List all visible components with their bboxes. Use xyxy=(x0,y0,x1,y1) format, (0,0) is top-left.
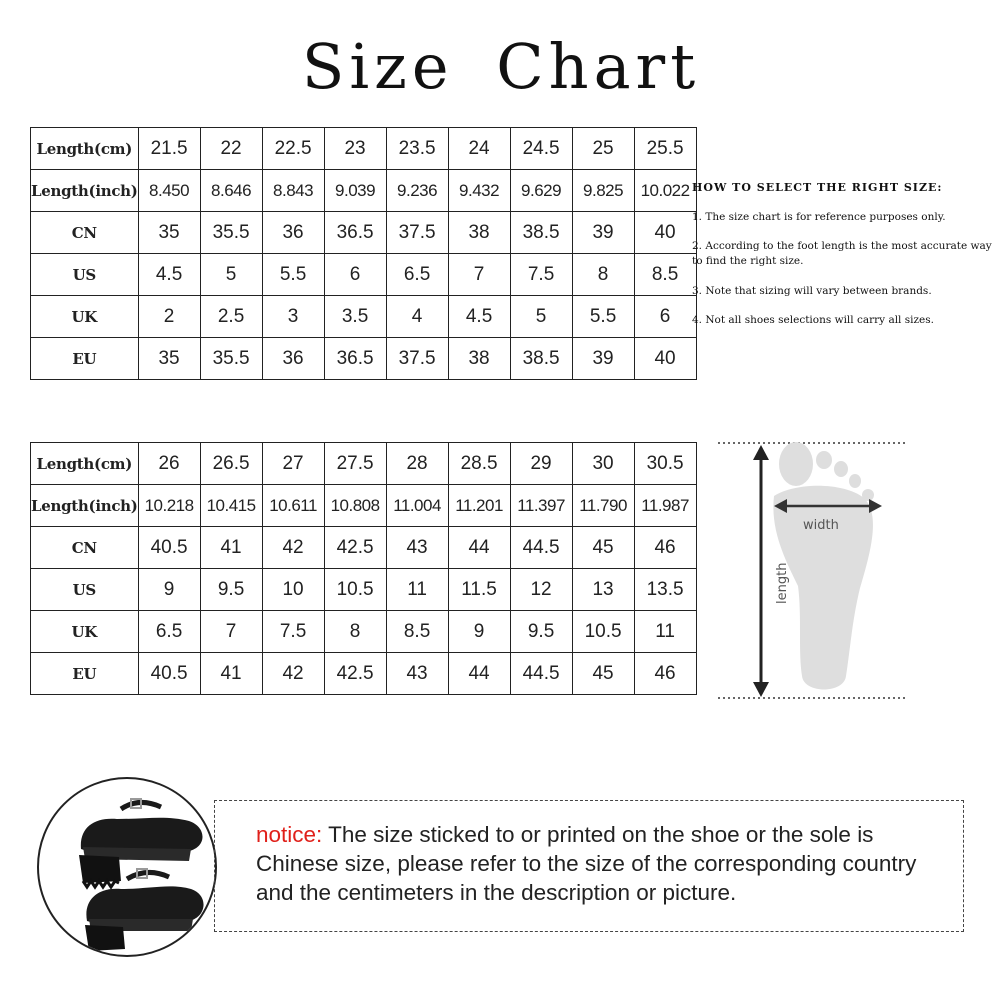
size-cell: 7 xyxy=(448,254,510,296)
size-cell: 26 xyxy=(138,443,200,485)
size-cell: 10.5 xyxy=(324,569,386,611)
size-cell: 10.5 xyxy=(572,611,634,653)
size-cell: 8.843 xyxy=(262,170,324,212)
row-label-cm: Length(cm) xyxy=(31,443,139,485)
size-cell: 11.987 xyxy=(634,485,696,527)
notice-text xyxy=(256,820,956,907)
size-row-cm xyxy=(31,128,697,170)
size-cell: 35.5 xyxy=(200,212,262,254)
guide-item: 4. Not all shoes selections will carry all sizes. xyxy=(692,313,934,326)
size-table-small xyxy=(30,127,697,380)
size-cell: 41 xyxy=(200,527,262,569)
row-label-us: US xyxy=(31,254,139,296)
size-cell: 26.5 xyxy=(200,443,262,485)
size-cell: 40.5 xyxy=(138,527,200,569)
row-label-cn: CN xyxy=(31,527,139,569)
size-cell: 7.5 xyxy=(262,611,324,653)
row-label-cn: CN xyxy=(31,212,139,254)
length-label: length xyxy=(775,562,790,604)
size-cell: 6.5 xyxy=(138,611,200,653)
size-cell: 9.432 xyxy=(448,170,510,212)
size-cell: 5 xyxy=(200,254,262,296)
width-label: width xyxy=(803,518,839,533)
size-cell: 9 xyxy=(448,611,510,653)
size-cell: 4.5 xyxy=(138,254,200,296)
guide-title: HOW TO SELECT THE RIGHT SIZE: xyxy=(692,181,943,194)
size-cell: 30.5 xyxy=(634,443,696,485)
size-cell: 6.5 xyxy=(386,254,448,296)
size-cell: 38 xyxy=(448,338,510,380)
size-cell: 22.5 xyxy=(262,128,324,170)
size-row-us xyxy=(31,569,697,611)
foot-measure-diagram xyxy=(712,436,912,706)
guide-item: 1. The size chart is for reference purposes only. xyxy=(692,210,946,223)
size-cell: 35 xyxy=(138,338,200,380)
size-cell: 8.5 xyxy=(634,254,696,296)
size-cell: 10 xyxy=(262,569,324,611)
size-cell: 13 xyxy=(572,569,634,611)
guide-item: 2. According to the foot length is the most accurate way to find the right size. xyxy=(692,240,992,268)
size-cell: 40.5 xyxy=(138,653,200,695)
row-label-inch: Length(inch) xyxy=(31,170,139,212)
size-row-inch xyxy=(31,485,697,527)
row-label-uk: UK xyxy=(31,296,139,338)
size-cell: 11 xyxy=(634,611,696,653)
notice-label: notice: xyxy=(256,822,323,847)
size-cell: 9.236 xyxy=(386,170,448,212)
size-cell: 2.5 xyxy=(200,296,262,338)
size-cell: 36 xyxy=(262,212,324,254)
row-label-us: US xyxy=(31,569,139,611)
size-cell: 3 xyxy=(262,296,324,338)
size-cell: 25 xyxy=(572,128,634,170)
size-cell: 11 xyxy=(386,569,448,611)
size-cell: 35.5 xyxy=(200,338,262,380)
size-cell: 5 xyxy=(510,296,572,338)
size-cell: 12 xyxy=(510,569,572,611)
size-row-uk xyxy=(31,296,697,338)
size-cell: 37.5 xyxy=(386,212,448,254)
page-title: Size Chart xyxy=(301,30,701,103)
size-cell: 8.450 xyxy=(138,170,200,212)
size-cell: 9.039 xyxy=(324,170,386,212)
size-cell: 44.5 xyxy=(510,653,572,695)
size-row-inch xyxy=(31,170,697,212)
size-cell: 42.5 xyxy=(324,527,386,569)
size-table-large xyxy=(30,442,697,695)
size-cell: 45 xyxy=(572,527,634,569)
size-cell: 21.5 xyxy=(138,128,200,170)
size-cell: 5.5 xyxy=(262,254,324,296)
row-label-uk: UK xyxy=(31,611,139,653)
size-cell: 10.022 xyxy=(634,170,696,212)
size-cell: 10.218 xyxy=(138,485,200,527)
size-cell: 22 xyxy=(200,128,262,170)
size-cell: 9.629 xyxy=(510,170,572,212)
size-cell: 30 xyxy=(572,443,634,485)
size-cell: 40 xyxy=(634,212,696,254)
size-cell: 36.5 xyxy=(324,212,386,254)
size-cell: 8 xyxy=(572,254,634,296)
length-arrow xyxy=(753,445,769,697)
size-cell: 11.790 xyxy=(572,485,634,527)
size-cell: 37.5 xyxy=(386,338,448,380)
size-cell: 42 xyxy=(262,527,324,569)
size-cell: 7.5 xyxy=(510,254,572,296)
size-cell: 23 xyxy=(324,128,386,170)
size-cell: 42.5 xyxy=(324,653,386,695)
size-cell: 4.5 xyxy=(448,296,510,338)
size-cell: 10.415 xyxy=(200,485,262,527)
size-cell: 39 xyxy=(572,338,634,380)
size-row-cn xyxy=(31,527,697,569)
size-cell: 13.5 xyxy=(634,569,696,611)
size-cell: 4 xyxy=(386,296,448,338)
size-row-eu xyxy=(31,653,697,695)
size-cell: 44 xyxy=(448,653,510,695)
size-cell: 11.5 xyxy=(448,569,510,611)
size-cell: 10.808 xyxy=(324,485,386,527)
size-cell: 10.611 xyxy=(262,485,324,527)
row-label-eu: EU xyxy=(31,338,139,380)
size-cell: 8.5 xyxy=(386,611,448,653)
notice-body: The size sticked to or printed on the shoe or the sole is Chinese size, please refer to the size of the corresponding country and the centimeters in the description or picture. xyxy=(256,822,917,905)
size-cell: 40 xyxy=(634,338,696,380)
size-cell: 8 xyxy=(324,611,386,653)
size-row-us xyxy=(31,254,697,296)
size-cell: 46 xyxy=(634,527,696,569)
size-cell: 35 xyxy=(138,212,200,254)
size-cell: 38.5 xyxy=(510,212,572,254)
guide-item: 3. Note that sizing will vary between brands. xyxy=(692,284,932,297)
size-cell: 27 xyxy=(262,443,324,485)
size-cell: 36 xyxy=(262,338,324,380)
row-label-eu: EU xyxy=(31,653,139,695)
shoe-icon xyxy=(39,779,215,955)
size-cell: 36.5 xyxy=(324,338,386,380)
size-cell: 7 xyxy=(200,611,262,653)
shoe-photo xyxy=(37,777,217,957)
size-cell: 9 xyxy=(138,569,200,611)
size-cell: 24.5 xyxy=(510,128,572,170)
size-cell: 9.825 xyxy=(572,170,634,212)
size-cell: 9.5 xyxy=(200,569,262,611)
size-cell: 11.201 xyxy=(448,485,510,527)
size-cell: 42 xyxy=(262,653,324,695)
size-cell: 24 xyxy=(448,128,510,170)
size-cell: 45 xyxy=(572,653,634,695)
size-row-uk xyxy=(31,611,697,653)
size-cell: 28.5 xyxy=(448,443,510,485)
size-cell: 38 xyxy=(448,212,510,254)
size-cell: 2 xyxy=(138,296,200,338)
size-cell: 38.5 xyxy=(510,338,572,380)
size-row-cn xyxy=(31,212,697,254)
size-row-cm xyxy=(31,443,697,485)
size-cell: 41 xyxy=(200,653,262,695)
size-cell: 25.5 xyxy=(634,128,696,170)
size-cell: 8.646 xyxy=(200,170,262,212)
size-cell: 6 xyxy=(634,296,696,338)
size-cell: 46 xyxy=(634,653,696,695)
size-cell: 43 xyxy=(386,527,448,569)
row-label-inch: Length(inch) xyxy=(31,485,139,527)
size-cell: 44 xyxy=(448,527,510,569)
size-cell: 6 xyxy=(324,254,386,296)
size-cell: 3.5 xyxy=(324,296,386,338)
size-cell: 43 xyxy=(386,653,448,695)
size-cell: 5.5 xyxy=(572,296,634,338)
size-cell: 11.004 xyxy=(386,485,448,527)
size-cell: 28 xyxy=(386,443,448,485)
size-cell: 44.5 xyxy=(510,527,572,569)
size-cell: 27.5 xyxy=(324,443,386,485)
size-cell: 9.5 xyxy=(510,611,572,653)
size-cell: 39 xyxy=(572,212,634,254)
size-row-eu xyxy=(31,338,697,380)
size-cell: 29 xyxy=(510,443,572,485)
size-cell: 11.397 xyxy=(510,485,572,527)
sizing-guide xyxy=(692,180,997,342)
size-cell: 23.5 xyxy=(386,128,448,170)
row-label-cm: Length(cm) xyxy=(31,128,139,170)
